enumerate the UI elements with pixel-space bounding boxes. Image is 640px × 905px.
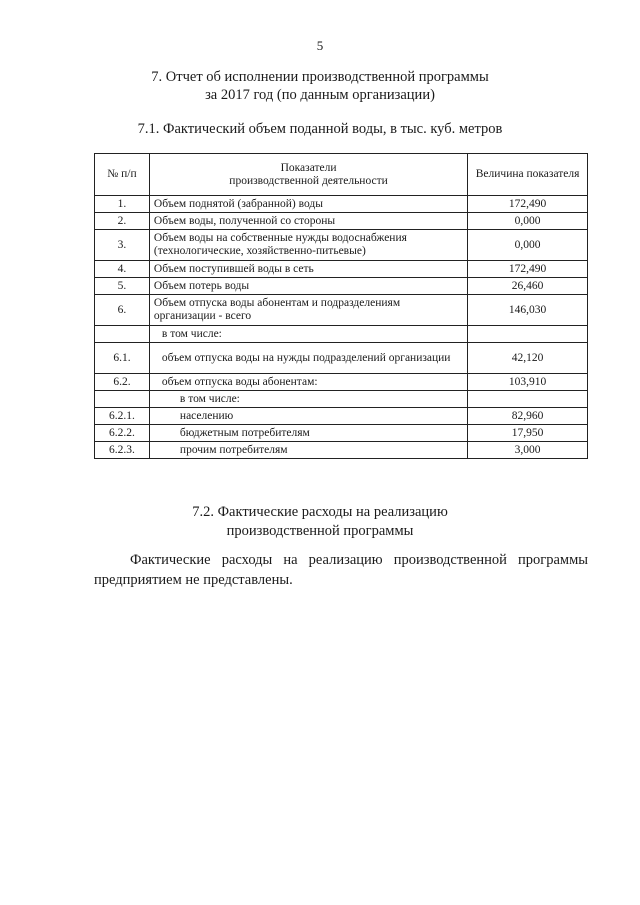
section-title-line2: за 2017 год (по данным организации): [205, 87, 435, 103]
table-row: [95, 391, 588, 408]
header-value: Величина показателя: [468, 154, 588, 196]
section-title-line1: 7. Отчет об исполнении производственной программы: [151, 69, 489, 85]
section-title: [0, 68, 640, 104]
row-value: [468, 391, 588, 408]
row-num: 1.: [95, 196, 150, 213]
row-num: 5.: [95, 278, 150, 295]
table-row: [95, 278, 588, 295]
row-indicator: Объем поднятой (забранной) воды: [149, 196, 467, 213]
table-row: [95, 408, 588, 425]
table-row: [95, 374, 588, 391]
row-value: 26,460: [468, 278, 588, 295]
header-indicator-line1: Показатели: [280, 161, 337, 174]
table-row: [95, 326, 588, 343]
table-row: [95, 261, 588, 278]
row-value: 103,910: [468, 374, 588, 391]
row-indicator: прочим потребителям: [149, 442, 467, 459]
table-row: [95, 196, 588, 213]
water-supply-table: [94, 153, 588, 459]
header-num: № п/п: [95, 154, 150, 196]
row-indicator: в том числе:: [149, 326, 467, 343]
subsection-title-7-2-line2: производственной программы: [226, 523, 414, 539]
table-row: [95, 230, 588, 261]
subsection-title-7-2-line1: 7.2. Фактические расходы на реализацию: [192, 504, 448, 520]
table-row: [95, 343, 588, 374]
row-num: 3.: [95, 230, 150, 261]
row-num: [95, 326, 150, 343]
row-indicator: в том числе:: [149, 391, 467, 408]
subsection-title-7-1: 7.1. Фактический объем поданной воды, в тыс. куб. метров: [137, 121, 503, 137]
row-value: 146,030: [468, 295, 588, 326]
header-indicator: [149, 154, 467, 196]
row-value: 17,950: [468, 425, 588, 442]
subsection-title-7-2: [0, 503, 640, 541]
row-num: 6.2.3.: [95, 442, 150, 459]
table-row: [95, 295, 588, 326]
body-paragraph: Фактические расходы на реализацию производственной программы предприятием не представлены.: [94, 552, 588, 588]
row-value: 82,960: [468, 408, 588, 425]
row-indicator: Объем воды на собственные нужды водоснабжения (технологические, хозяйственно-питьевые): [149, 230, 467, 261]
row-num: 6.2.: [95, 374, 150, 391]
row-indicator: бюджетным потребителям: [149, 425, 467, 442]
row-num: 6.2.2.: [95, 425, 150, 442]
header-indicator-line2: производственной деятельности: [229, 174, 388, 187]
row-num: 6.1.: [95, 343, 150, 374]
row-value: 3,000: [468, 442, 588, 459]
table-row: [95, 442, 588, 459]
row-value: 172,490: [468, 261, 588, 278]
row-indicator: Объем отпуска воды абонентам и подразделениям организации - всего: [149, 295, 467, 326]
row-num: 2.: [95, 213, 150, 230]
row-indicator: Объем потерь воды: [149, 278, 467, 295]
row-value: 0,000: [468, 213, 588, 230]
table-header-row: [95, 154, 588, 196]
row-indicator: населению: [149, 408, 467, 425]
row-indicator: объем отпуска воды на нужды подразделений организации: [149, 343, 467, 374]
row-indicator: Объем воды, полученной со стороны: [149, 213, 467, 230]
row-value: 42,120: [468, 343, 588, 374]
page-number: 5: [316, 38, 324, 53]
row-value: 0,000: [468, 230, 588, 261]
table-row: [95, 213, 588, 230]
row-indicator: Объем поступившей воды в сеть: [149, 261, 467, 278]
row-num: 6.: [95, 295, 150, 326]
table-row: [95, 425, 588, 442]
row-num: 6.2.1.: [95, 408, 150, 425]
row-value: [468, 326, 588, 343]
row-num: [95, 391, 150, 408]
row-value: 172,490: [468, 196, 588, 213]
row-num: 4.: [95, 261, 150, 278]
row-indicator: объем отпуска воды абонентам:: [149, 374, 467, 391]
